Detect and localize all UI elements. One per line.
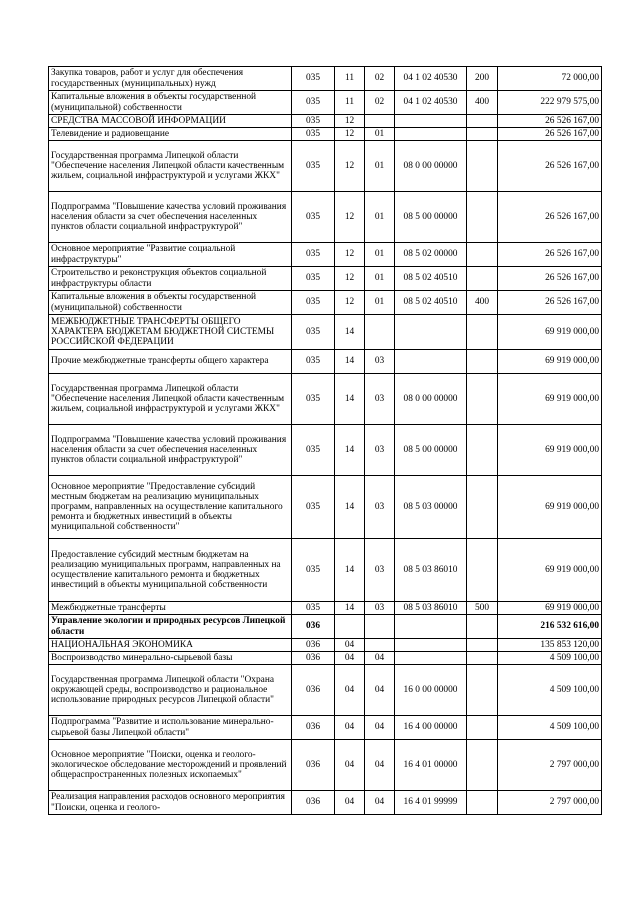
table-row [49,192,602,243]
row-amount: 69 919 000,00 [498,374,602,425]
row-expense-type [467,315,498,350]
row-expense-type [467,141,498,192]
row-amount: 26 526 167,00 [498,115,602,128]
row-expense-type [467,374,498,425]
table-row [49,539,602,602]
row-expense-type [467,615,498,639]
row-section-code: 11 [335,91,365,115]
row-subsection-code: 04 [365,791,395,815]
row-name: Закупка товаров, работ и услуг для обеспечения государственных (муниципальных) нужд [49,67,292,91]
row-expense-type [467,639,498,652]
row-name: Подпрограмма "Повышение качества условий проживания населения области за счет обеспечения населенных пунктов области социальной инфраструктурой" [49,425,292,476]
row-gr-code: 036 [292,716,335,740]
row-gr-code: 035 [292,115,335,128]
row-expense-type: 500 [467,602,498,615]
row-gr-code: 035 [292,267,335,291]
row-gr-code: 035 [292,539,335,602]
table-row [49,665,602,716]
row-section-code: 14 [335,476,365,539]
row-expense-type [467,425,498,476]
table-row [49,243,602,267]
row-amount: 26 526 167,00 [498,141,602,192]
row-name: Подпрограмма "Развитие и использование минерально-сырьевой базы Липецкой области" [49,716,292,740]
row-target-article: 16 4 01 00000 [395,740,467,791]
row-target-article: 08 5 03 00000 [395,476,467,539]
row-section-code: 12 [335,128,365,141]
row-section-code: 12 [335,291,365,315]
budget-table [48,66,602,815]
table-row [49,716,602,740]
row-expense-type: 400 [467,91,498,115]
row-section-code: 14 [335,539,365,602]
row-gr-code: 036 [292,791,335,815]
row-name: Основное мероприятие "Предоставление субсидий местным бюджетам на реализацию муниципальных программ, направленных на осуществление капитального ремонта и бюджетных инвестиций в объекты муниципальной собственности" [49,476,292,539]
row-amount: 69 919 000,00 [498,350,602,374]
row-gr-code: 036 [292,740,335,791]
table-row [49,740,602,791]
row-name: МЕЖБЮДЖЕТНЫЕ ТРАНСФЕРТЫ ОБЩЕГО ХАРАКТЕРА БЮДЖЕТАМ БЮДЖЕТНОЙ СИСТЕМЫ РОССИЙСКОЙ ФЕДЕРАЦИИ [49,315,292,350]
row-expense-type [467,192,498,243]
row-name: Строительство и реконструкция объектов социальной инфраструктуры области [49,267,292,291]
row-expense-type [467,128,498,141]
row-target-article: 08 0 00 00000 [395,374,467,425]
row-target-article: 08 5 00 00000 [395,192,467,243]
row-expense-type [467,350,498,374]
row-subsection-code: 03 [365,539,395,602]
table-row [49,374,602,425]
row-subsection-code: 01 [365,291,395,315]
row-amount: 72 000,00 [498,67,602,91]
row-name: Капитальные вложения в объекты государственной (муниципальной) собственности [49,91,292,115]
row-subsection-code: 01 [365,128,395,141]
table-row [49,141,602,192]
row-target-article [395,128,467,141]
row-target-article: 08 5 00 00000 [395,425,467,476]
row-gr-code: 035 [292,315,335,350]
row-amount: 69 919 000,00 [498,425,602,476]
row-section-code: 14 [335,315,365,350]
row-gr-code: 035 [292,192,335,243]
row-gr-code: 035 [292,243,335,267]
row-section-code: 14 [335,350,365,374]
row-gr-code: 035 [292,291,335,315]
row-section-code: 12 [335,141,365,192]
row-subsection-code: 03 [365,476,395,539]
row-subsection-code: 03 [365,425,395,476]
row-name: Государственная программа Липецкой области "Обеспечение населения Липецкой области качественным жильем, социальной инфраструктурой и услугами ЖКХ" [49,141,292,192]
row-subsection-code: 01 [365,192,395,243]
row-target-article: 16 4 00 00000 [395,716,467,740]
row-amount: 216 532 616,00 [498,615,602,639]
row-subsection-code [365,639,395,652]
table-row [49,639,602,652]
row-amount: 69 919 000,00 [498,539,602,602]
table-row [49,602,602,615]
row-section-code: 04 [335,665,365,716]
row-amount: 2 797 000,00 [498,791,602,815]
row-gr-code: 035 [292,350,335,374]
row-subsection-code: 04 [365,740,395,791]
row-section-code: 12 [335,115,365,128]
row-expense-type [467,476,498,539]
row-expense-type [467,740,498,791]
row-expense-type: 400 [467,291,498,315]
row-gr-code: 035 [292,374,335,425]
row-subsection-code: 03 [365,350,395,374]
row-amount: 69 919 000,00 [498,315,602,350]
row-section-code: 04 [335,639,365,652]
row-name: Межбюджетные трансферты [49,602,292,615]
row-name: Реализация направления расходов основного мероприятия "Поиски, оценка и геолого- [49,791,292,815]
table-row [49,315,602,350]
row-target-article: 16 0 00 00000 [395,665,467,716]
row-amount: 26 526 167,00 [498,267,602,291]
row-name: Основное мероприятие "Поиски, оценка и геолого-экологическое обследование месторождений и проявлений общераспространенных полезных ископаемых" [49,740,292,791]
row-target-article [395,652,467,665]
table-row [49,128,602,141]
row-expense-type [467,791,498,815]
table-row [49,115,602,128]
row-expense-type: 200 [467,67,498,91]
table-row [49,425,602,476]
row-gr-code: 035 [292,67,335,91]
row-name: Телевидение и радиовещание [49,128,292,141]
table-row [49,91,602,115]
row-target-article [395,350,467,374]
row-name: НАЦИОНАЛЬНАЯ ЭКОНОМИКА [49,639,292,652]
row-gr-code: 035 [292,476,335,539]
row-expense-type [467,115,498,128]
row-target-article [395,639,467,652]
row-subsection-code: 04 [365,716,395,740]
row-amount: 26 526 167,00 [498,243,602,267]
row-target-article: 08 5 02 40510 [395,291,467,315]
row-name: Управление экологии и природных ресурсов Липецкой области [49,615,292,639]
row-amount: 69 919 000,00 [498,602,602,615]
row-expense-type [467,665,498,716]
row-target-article: 08 5 03 86010 [395,539,467,602]
row-section-code: 12 [335,267,365,291]
table-row [49,267,602,291]
row-expense-type [467,716,498,740]
row-gr-code: 035 [292,602,335,615]
row-amount: 4 509 100,00 [498,716,602,740]
table-body [49,67,602,815]
row-amount: 4 509 100,00 [498,652,602,665]
row-section-code: 04 [335,652,365,665]
row-expense-type [467,267,498,291]
row-subsection-code: 01 [365,141,395,192]
row-subsection-code: 03 [365,602,395,615]
table-row [49,791,602,815]
row-name: Капитальные вложения в объекты государственной (муниципальной) собственности [49,291,292,315]
row-target-article: 16 4 01 99999 [395,791,467,815]
row-name: Воспроизводство минерально-сырьевой базы [49,652,292,665]
row-section-code: 11 [335,67,365,91]
row-gr-code: 035 [292,128,335,141]
row-amount: 26 526 167,00 [498,192,602,243]
row-subsection-code: 04 [365,652,395,665]
row-section-code: 14 [335,425,365,476]
row-amount: 135 853 120,00 [498,639,602,652]
row-section-code: 14 [335,602,365,615]
table-row [49,652,602,665]
row-amount: 26 526 167,00 [498,128,602,141]
row-section-code: 04 [335,791,365,815]
row-gr-code: 035 [292,141,335,192]
row-subsection-code: 02 [365,91,395,115]
row-amount: 4 509 100,00 [498,665,602,716]
row-subsection-code: 04 [365,665,395,716]
row-name: Государственная программа Липецкой области "Обеспечение населения Липецкой области качественным жильем, социальной инфраструктурой и услугами ЖКХ" [49,374,292,425]
row-target-article: 04 1 02 40530 [395,67,467,91]
row-subsection-code: 02 [365,67,395,91]
row-name: Подпрограмма "Повышение качества условий проживания населения области за счет обеспечения населенных пунктов области социальной инфраструктурой" [49,192,292,243]
row-name: СРЕДСТВА МАССОВОЙ ИНФОРМАЦИИ [49,115,292,128]
row-expense-type [467,652,498,665]
row-name: Предоставление субсидий местным бюджетам на реализацию муниципальных программ, направленных на осуществление капитального ремонта и бюджетных инвестиций в объекты муниципальной собственности [49,539,292,602]
row-section-code: 14 [335,374,365,425]
row-subsection-code: 03 [365,374,395,425]
row-amount: 69 919 000,00 [498,476,602,539]
row-section-code: 04 [335,740,365,791]
row-name: Государственная программа Липецкой области "Охрана окружающей среды, воспроизводство и рациональное использование природных ресурсов Липецкой области" [49,665,292,716]
row-gr-code: 035 [292,91,335,115]
row-name: Основное мероприятие "Развитие социальной инфраструктуры" [49,243,292,267]
row-gr-code: 036 [292,639,335,652]
row-expense-type [467,539,498,602]
row-amount: 2 797 000,00 [498,740,602,791]
row-gr-code: 036 [292,652,335,665]
row-name: Прочие межбюджетные трансферты общего характера [49,350,292,374]
row-gr-code: 036 [292,615,335,639]
row-target-article [395,315,467,350]
row-gr-code: 036 [292,665,335,716]
row-target-article: 04 1 02 40530 [395,91,467,115]
row-section-code: 04 [335,716,365,740]
row-subsection-code [365,615,395,639]
row-subsection-code [365,315,395,350]
table-row [49,615,602,639]
row-subsection-code: 01 [365,267,395,291]
row-target-article: 08 5 02 00000 [395,243,467,267]
row-amount: 222 979 575,00 [498,91,602,115]
row-target-article: 08 0 00 00000 [395,141,467,192]
row-target-article [395,615,467,639]
row-expense-type [467,243,498,267]
row-section-code [335,615,365,639]
row-gr-code: 035 [292,425,335,476]
row-target-article: 08 5 03 86010 [395,602,467,615]
row-target-article [395,115,467,128]
row-subsection-code [365,115,395,128]
table-row [49,476,602,539]
row-subsection-code: 01 [365,243,395,267]
row-amount: 26 526 167,00 [498,291,602,315]
table-row [49,67,602,91]
table-row [49,350,602,374]
row-section-code: 12 [335,192,365,243]
row-section-code: 12 [335,243,365,267]
row-target-article: 08 5 02 40510 [395,267,467,291]
table-row [49,291,602,315]
